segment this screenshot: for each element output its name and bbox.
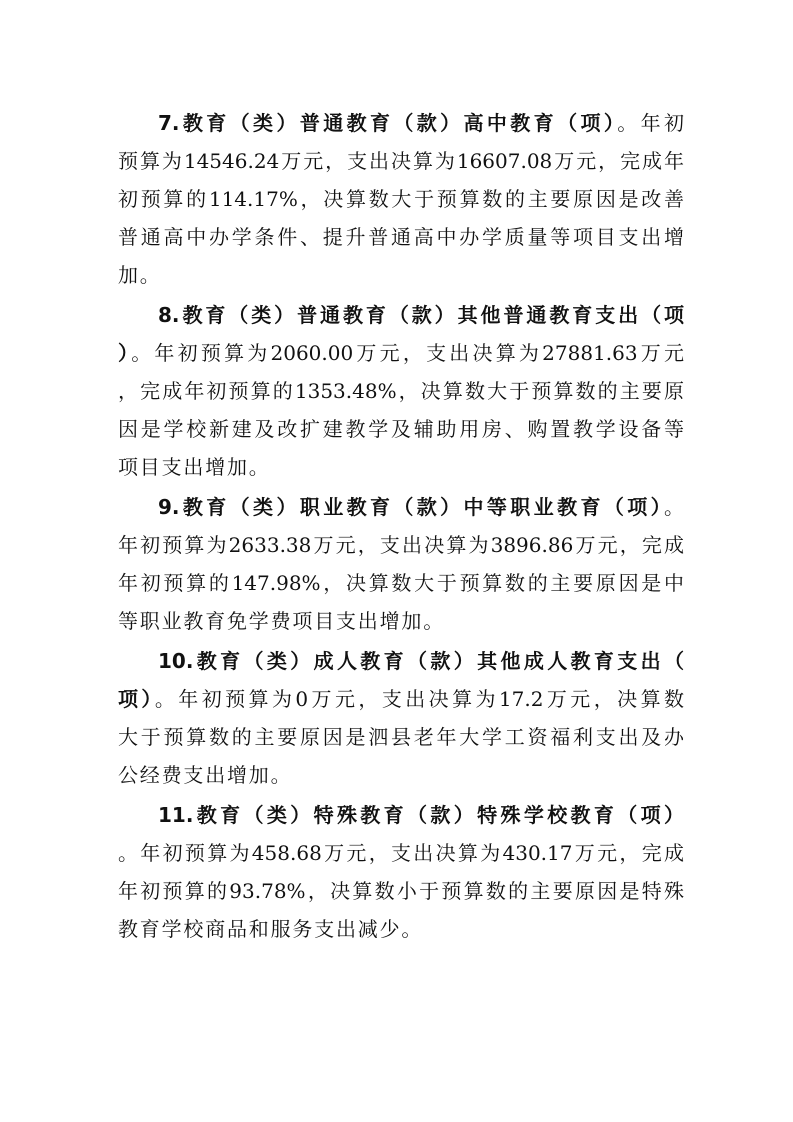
paragraph-line — [118, 872, 684, 910]
line-text: 。年初预算为458.68万元，支出决算为430.17万元，完成 — [118, 841, 684, 865]
paragraph-line — [118, 910, 684, 948]
line-text: 项目支出增加。 — [118, 455, 271, 479]
item-heading: 9.教育（类）职业教育（款）中等职业教育（项） — [158, 495, 664, 519]
line-text: 加。 — [118, 263, 162, 287]
paragraph-item-11 — [118, 796, 684, 948]
paragraph-line — [118, 642, 684, 680]
line-text: 。年初 — [617, 111, 685, 135]
paragraph-line — [118, 718, 684, 756]
line-text: 。年初预算为0万元，支出决算为17.2万元，决算数 — [154, 687, 685, 711]
line-text: 年初预算的93.78%，决算数小于预算数的主要原因是特殊 — [118, 879, 684, 903]
line-text: 大于预算数的主要原因是泗县老年大学工资福利支出及办 — [118, 725, 684, 749]
paragraph-line — [118, 218, 684, 256]
paragraph-line — [118, 834, 684, 872]
paragraph-line — [118, 256, 684, 294]
line-text: 。年初预算为2060.00万元，支出决算为27881.63万元 — [131, 341, 684, 365]
item-heading: 项） — [118, 687, 155, 711]
item-heading: 8.教育（类）普通教育（款）其他普通教育支出（项 — [158, 303, 684, 327]
paragraph-line — [118, 526, 684, 564]
paragraph-line — [118, 372, 684, 410]
paragraph-line — [118, 334, 684, 372]
line-text: 预算为14546.24万元，支出决算为16607.08万元，完成年 — [118, 149, 684, 173]
line-text: 等职业教育免学费项目支出增加。 — [118, 609, 445, 633]
paragraph-item-9 — [118, 488, 684, 640]
paragraph-line — [118, 180, 684, 218]
line-text: 。 — [664, 495, 684, 519]
item-heading: 11.教育（类）特殊教育（款）特殊学校教育（项） — [158, 803, 684, 827]
paragraph-line — [118, 564, 684, 602]
paragraph-line — [118, 296, 684, 334]
paragraph-item-10 — [118, 642, 684, 794]
paragraph-item-7 — [118, 104, 684, 294]
paragraph-line — [118, 142, 684, 180]
line-text: ，完成年初预算的1353.48%，决算数大于预算数的主要原 — [118, 379, 684, 403]
item-heading: 10.教育（类）成人教育（款）其他成人教育支出（ — [158, 649, 684, 673]
line-text: 年初预算的147.98%，决算数大于预算数的主要原因是中 — [118, 571, 684, 595]
paragraph-line — [118, 756, 684, 794]
item-heading: 7.教育（类）普通教育（款）高中教育（项） — [158, 111, 618, 135]
paragraph-line — [118, 448, 684, 486]
line-text: 初预算的114.17%，决算数大于预算数的主要原因是改善 — [118, 187, 684, 211]
paragraph-line — [118, 410, 684, 448]
paragraph-line — [118, 680, 684, 718]
line-text: 因是学校新建及改扩建教学及辅助用房、购置教学设备等 — [118, 417, 684, 441]
paragraph-line — [118, 602, 684, 640]
paragraph-line — [118, 104, 684, 142]
item-heading: ） — [118, 341, 132, 365]
line-text: 普通高中办学条件、提升普通高中办学质量等项目支出增 — [118, 225, 684, 249]
document-body — [118, 104, 684, 950]
paragraph-line — [118, 796, 684, 834]
line-text: 公经费支出增加。 — [118, 763, 293, 787]
paragraph-line — [118, 488, 684, 526]
line-text: 年初预算为2633.38万元，支出决算为3896.86万元，完成 — [118, 533, 684, 557]
paragraph-item-8 — [118, 296, 684, 486]
line-text: 教育学校商品和服务支出减少。 — [118, 917, 424, 941]
